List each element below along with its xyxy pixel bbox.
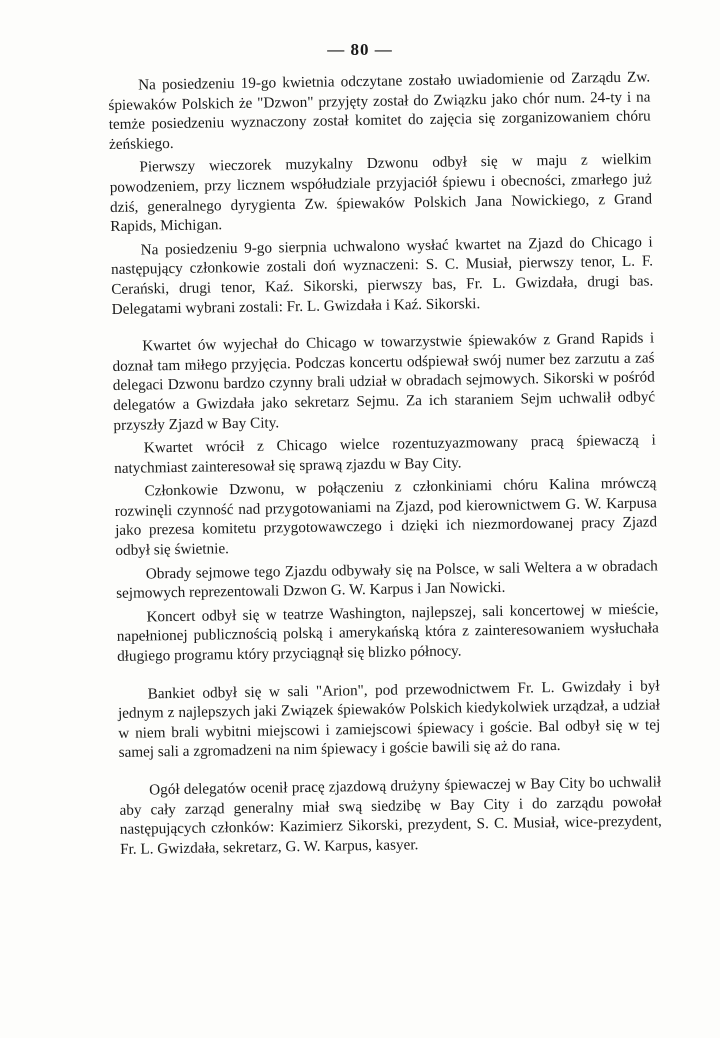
paragraph-7: Obrady sejmowe tego Zjazdu odbywały się na Polsce, w sali Weltera a w obradach sejmowych reprezentowali Dzwon G. W. Karpus i Jan Nowicki. (115, 557, 658, 603)
page-number: — 80 — (327, 40, 393, 59)
paragraph-10: Ogół delegatów ocenił pracę zjazdową drużyny śpiewaczej w Bay City bo uchwalił aby cały zarząd generalny miał swą siedzibę w Bay City i do zarządu powołał następujących członków: Kazimierz Sikorski, prezydent, S. C. Musiał, wice-prezydent, Fr. L. Gwizdała, sekretarz, G. W. Karpus, kasyer. (119, 773, 662, 858)
paragraph-8: Koncert odbył się w teatrze Washington, najlepszej, sali koncertowej w mieście, napełnionej publicznością polską i amerykańską która z zainteresowaniem wysłuchała długiego programu który przyciągnął się blizko północy. (116, 600, 659, 665)
paragraph-2: Pierwszy wieczorek muzykalny Dzwonu odbył się w maju z wielkim powodzeniem, przy licznem współudziale przyjaciół śpiewu i obecności, zmarłego już dziś, generalnego dyrygienta Zw. śpiewaków Polskich Jana Nowickiego, z Grand Rapids, Michigan. (109, 150, 653, 236)
paragraph-4: Kwartet ów wyjechał do Chicago w towarzystwie śpiewaków z Grand Rapids i doznał tam miłego przyjęcia. Podczas koncertu odśpiewał swój numer bez zarzutu a zaś delegaci Dzwonu bardzo czynny brali udział w obradach sejmowych. Sikorski w pośród delegatów a Gwizdała jako sekretarz Sejmu. Za ich staraniem Sejm uchwalił odbyć przyszły Zjazd w Bay City. (112, 329, 656, 434)
paragraph-5: Kwartet wrócił z Chicago wielce rozentuzyazmowany pracą śpiewaczą i natychmiast zainteresował się sprawą zjazdu w Bay City. (114, 431, 656, 477)
paragraph-3: Na posiedzeniu 9-go sierpnia uchwalono wysłać kwartet na Zjazd do Chicago i następujący członkowie zostali doń wyznaczeni: S. C. Musiał, pierwszy tenor, L. F. Cerański, drugi tenor, Kaź. Sikorski, pierwszy bas, Fr. L. Gwizdała, drugi bas. Delegatami wybrani zostali: Fr. L. Gwizdała i Kaź. Sikorski. (110, 233, 654, 318)
paragraph-6: Członkowie Dzwonu, w połączeniu z członkiniami chóru Kalina mrówczą rozwinęli czynność nad przygotowaniami na Zjazd, pod kierownictwem G. W. Karpusa jako prezesa komitetu przygotowawczego i dzięki ich niezmordowanej pracy Zjazd odbył się świetnie. (114, 474, 658, 560)
paragraph-9: Bankiet odbył się w sali "Arion", pod przewodnictwem Fr. L. Gwizdały i był jednym z najlepszych jaki Związek śpiewaków Polskich kiedykolwiek urządzał, a udział w niem brali wybitni miejscowi i zamiejscowi śpiewacy i goście. Bal odbył się w tej samej sali a zgromadzeni na nim śpiewacy i goście bawili się aż do rana. (117, 677, 661, 762)
body-text (108, 67, 662, 859)
paragraph-1: Na posiedzeniu 19-go kwietnia odczytane zostało uwiadomienie od Zarządu Zw. śpiewaków Polskich że "Dzwon" przyjęty został do Związku jako chór num. 24-ty i na temże posiedzeniu wyznaczony został komitet do zajęcia się zorganizowaniem chóru żeńskiego. (108, 68, 651, 153)
